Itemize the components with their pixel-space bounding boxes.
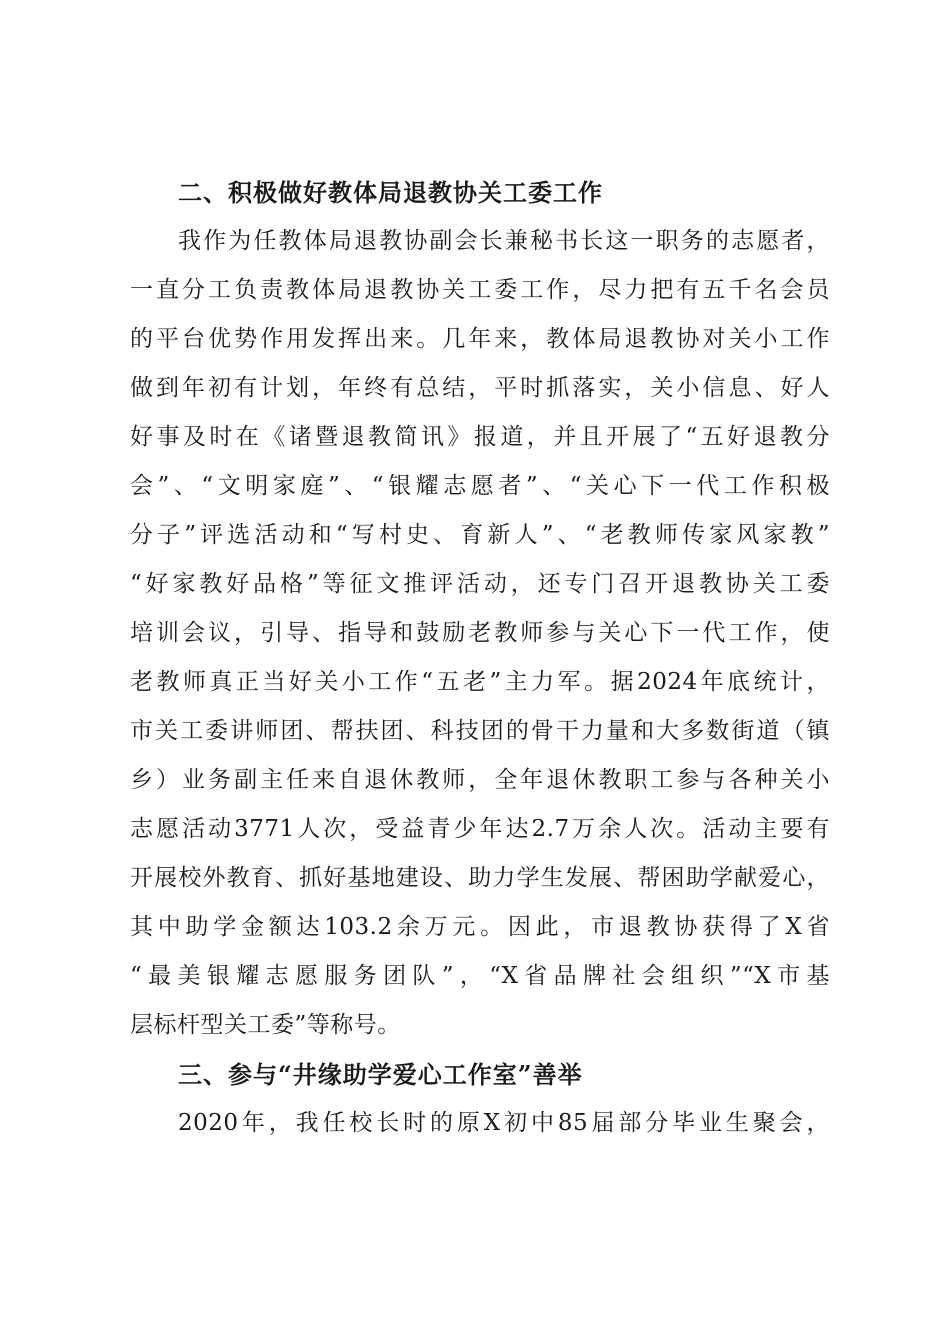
paragraph-line: “最美银耀志愿服务团队”，“X省品牌社会组织”“X市基: [130, 963, 830, 989]
paragraph-line: 好事及时在《诸暨退教简讯》报道，并且开展了“五好退教分: [130, 424, 830, 450]
section-2-paragraph: [130, 217, 830, 1050]
paragraph-line: 开展校外教育、抓好基地建设、助力学生发展、帮困助学献爱心，: [130, 865, 830, 891]
paragraph-line: 一直分工负责教体局退教协关工委工作，尽力把有五千名会员: [130, 277, 830, 303]
section-heading-2: 二、积极做好教体局退教协关工委工作: [178, 178, 603, 207]
paragraph-line: 老教师真正当好关小工作“五老”主力军。据2024年底统计，: [130, 669, 830, 695]
paragraph-line: 的平台优势作用发挥出来。几年来，教体局退教协对关小工作: [130, 326, 830, 352]
section-3-paragraph: [130, 1099, 830, 1148]
paragraph-line: 乡）业务副主任来自退休教师，全年退休教职工参与各种关小: [130, 767, 830, 793]
paragraph-line: 志愿活动3771人次，受益青少年达2.7万余人次。活动主要有: [130, 816, 830, 842]
paragraph-line: 做到年初有计划，年终有总结，平时抓落实，关小信息、好人: [130, 375, 830, 401]
paragraph-line: 其中助学金额达103.2余万元。因此，市退教协获得了X省: [130, 914, 830, 940]
document-body: [130, 168, 830, 1148]
paragraph-line: 会”、“文明家庭”、“银耀志愿者”、“关心下一代工作积极: [130, 473, 830, 499]
paragraph-line: 我作为任教体局退教协副会长兼秘书长这一职务的志愿者，: [178, 228, 830, 254]
paragraph-line: 层标杆型关工委”等称号。: [130, 1012, 401, 1038]
section-heading-3: 三、参与“井缘助学爱心工作室”善举: [178, 1060, 583, 1089]
paragraph-line: “好家教好品格”等征文推评活动，还专门召开退教协关工委: [130, 571, 830, 597]
paragraph-line: 2020年，我任校长时的原X初中85届部分毕业生聚会，: [178, 1110, 830, 1136]
paragraph-line: 分子”评选活动和“写村史、育新人”、“老教师传家风家教”: [130, 522, 830, 548]
paragraph-line: 市关工委讲师团、帮扶团、科技团的骨干力量和大多数街道（镇: [130, 718, 830, 744]
paragraph-line: 培训会议，引导、指导和鼓励老教师参与关心下一代工作，使: [130, 620, 830, 646]
